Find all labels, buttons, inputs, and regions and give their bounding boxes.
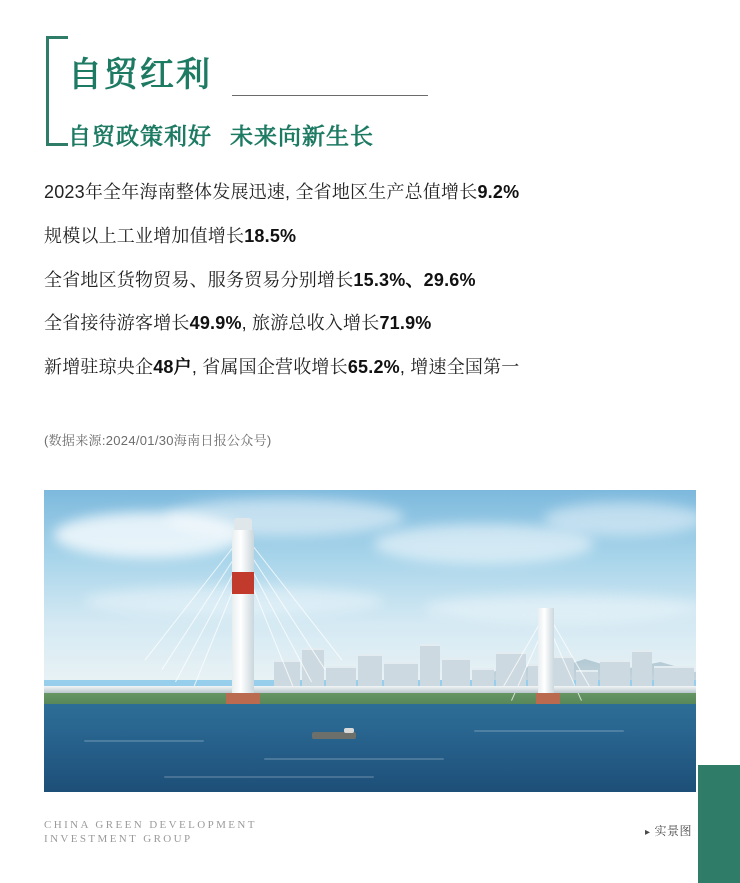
stat-tourism-prefix: 全省接待游客增长 [44,313,190,334]
stat-tourism-middle: , 旅游总收入增长 [241,313,380,334]
photo-cloud [424,594,696,622]
logo-line-2: INVESTMENT GROUP [44,833,193,845]
photo-water-ripple [474,730,624,732]
photo-boat-cabin [344,728,354,733]
photo-cloud [374,524,594,564]
stat-gdp-value: 9.2% [477,182,520,202]
page-subtitle [68,118,374,151]
stat-enterprises-value2: 65.2% [347,357,400,378]
company-logo-text [44,818,257,846]
stat-trade-prefix: 全省地区货物贸易、服务贸易分别增长 [44,269,354,290]
stat-industrial-value: 18.5% [244,225,297,246]
page-title: 自贸红利 [68,56,212,94]
subtitle-right: 未来向新生长 [230,123,374,149]
statistics-list [44,183,704,402]
photo-water-ripple [84,740,204,742]
logo-line-1: CHINA GREEN DEVELOPMENT [44,819,257,831]
corner-decoration [698,765,740,883]
subtitle-left: 自贸政策利好 [68,123,212,149]
stat-enterprises-middle: , 省属国企营收增长 [191,357,348,378]
photo-caption [645,822,692,839]
stat-gdp-prefix: 2023年全年海南整体发展迅速, 全省地区生产总值增长 [44,182,478,202]
title-underline-rule [232,95,428,96]
title-bracket-decoration [46,36,68,146]
photo-cloud [164,498,404,536]
caption-text: 实景图 [654,824,692,838]
stat-line-industrial-added-value [44,227,704,247]
photo-river-water [44,704,696,792]
haikou-century-bridge-photo [44,490,696,792]
stat-enterprises-suffix: , 增速全国第一 [399,357,520,378]
stat-line-trade [44,271,704,291]
stat-enterprises-prefix: 新增驻琼央企 [44,357,154,378]
photo-boat [312,732,356,739]
stat-line-tourism [44,314,704,334]
stat-tourism-value: 49.9% [189,313,242,334]
photo-bridge-deck [44,686,696,693]
stat-industrial-prefix: 规模以上工业增加值增长 [44,225,245,246]
photo-water-ripple [164,776,374,778]
photo-water-ripple [264,758,444,760]
caption-arrow-icon: ▸ [644,827,651,838]
stat-enterprises-value: 48户 [153,357,192,378]
photo-bridge-tower-red-band [232,572,254,594]
photo-cloud [544,502,696,536]
stat-line-gdp [44,183,704,203]
stat-tourism-value2: 71.9% [379,313,432,334]
stat-line-central-enterprises [44,358,704,378]
data-source-note: (数据来源:2024/01/30海南日报公众号) [44,433,272,448]
stat-trade-value: 15.3%、29.6% [353,269,476,290]
